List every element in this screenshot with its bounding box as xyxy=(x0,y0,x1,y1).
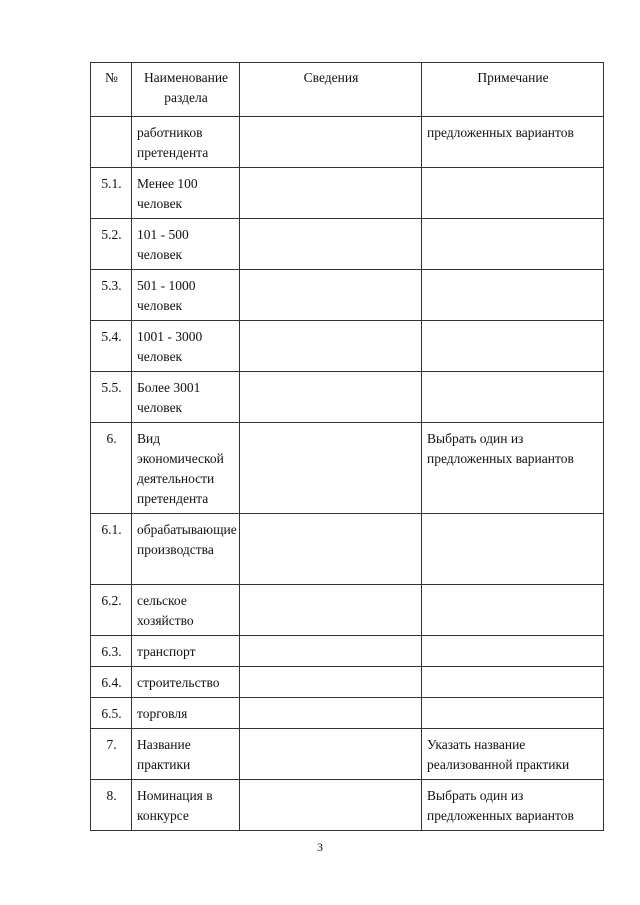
row-section-name: строительство xyxy=(132,667,240,698)
row-note xyxy=(422,168,604,219)
row-number: 6. xyxy=(91,423,132,514)
row-info-cell[interactable] xyxy=(240,372,422,423)
row-info-cell[interactable] xyxy=(240,585,422,636)
table-row xyxy=(91,168,604,219)
row-info-cell[interactable] xyxy=(240,514,422,585)
table-row xyxy=(91,729,604,780)
row-info-cell[interactable] xyxy=(240,667,422,698)
row-section-name: работников претендента xyxy=(132,117,240,168)
row-number: 7. xyxy=(91,729,132,780)
header-number: № xyxy=(91,63,132,117)
table-row xyxy=(91,667,604,698)
row-section-name: Название практики xyxy=(132,729,240,780)
row-number: 6.3. xyxy=(91,636,132,667)
row-section-name: обрабатывающие производства xyxy=(132,514,240,585)
row-note xyxy=(422,667,604,698)
row-note: Выбрать один из предложенных вариантов xyxy=(422,423,604,514)
row-info-cell[interactable] xyxy=(240,636,422,667)
row-note: Выбрать один из предложенных вариантов xyxy=(422,780,604,831)
row-info-cell[interactable] xyxy=(240,780,422,831)
row-info-cell[interactable] xyxy=(240,270,422,321)
row-section-name: Менее 100 человек xyxy=(132,168,240,219)
row-info-cell[interactable] xyxy=(240,117,422,168)
row-number: 5.3. xyxy=(91,270,132,321)
row-number: 5.1. xyxy=(91,168,132,219)
row-info-cell[interactable] xyxy=(240,321,422,372)
row-section-name: 1001 - 3000 человек xyxy=(132,321,240,372)
row-info-cell[interactable] xyxy=(240,729,422,780)
row-section-name: 101 - 500 человек xyxy=(132,219,240,270)
row-note xyxy=(422,270,604,321)
row-section-name: Номинация в конкурсе xyxy=(132,780,240,831)
row-number: 6.5. xyxy=(91,698,132,729)
row-note xyxy=(422,321,604,372)
header-info: Сведения xyxy=(240,63,422,117)
row-section-name: Вид экономической деятельности претендента xyxy=(132,423,240,514)
row-info-cell[interactable] xyxy=(240,698,422,729)
table-row xyxy=(91,698,604,729)
row-number: 5.2. xyxy=(91,219,132,270)
row-note: Указать название реализованной практики xyxy=(422,729,604,780)
row-section-name: торговля xyxy=(132,698,240,729)
header-note: Примечание xyxy=(422,63,604,117)
table-row xyxy=(91,117,604,168)
row-section-name: сельское хозяйство xyxy=(132,585,240,636)
row-number: 8. xyxy=(91,780,132,831)
row-number xyxy=(91,117,132,168)
row-info-cell[interactable] xyxy=(240,423,422,514)
header-section-name: Наименование раздела xyxy=(132,63,240,117)
row-section-name: Более 3001 человек xyxy=(132,372,240,423)
row-note xyxy=(422,219,604,270)
table-row xyxy=(91,585,604,636)
row-note xyxy=(422,514,604,585)
table-row xyxy=(91,219,604,270)
table-row xyxy=(91,636,604,667)
row-note xyxy=(422,585,604,636)
table-row xyxy=(91,780,604,831)
row-number: 6.1. xyxy=(91,514,132,585)
table-header-row xyxy=(91,63,604,117)
table-row xyxy=(91,321,604,372)
row-note xyxy=(422,698,604,729)
table-row xyxy=(91,514,604,585)
row-note: предложенных вариантов xyxy=(422,117,604,168)
row-section-name: транспорт xyxy=(132,636,240,667)
row-note xyxy=(422,372,604,423)
row-number: 5.5. xyxy=(91,372,132,423)
row-number: 6.2. xyxy=(91,585,132,636)
table-row xyxy=(91,270,604,321)
page-number: 3 xyxy=(317,840,323,854)
row-info-cell[interactable] xyxy=(240,219,422,270)
form-table xyxy=(90,62,604,831)
table-row xyxy=(91,423,604,514)
row-note xyxy=(422,636,604,667)
row-number: 6.4. xyxy=(91,667,132,698)
row-info-cell[interactable] xyxy=(240,168,422,219)
row-number: 5.4. xyxy=(91,321,132,372)
table-row xyxy=(91,372,604,423)
row-section-name: 501 - 1000 человек xyxy=(132,270,240,321)
